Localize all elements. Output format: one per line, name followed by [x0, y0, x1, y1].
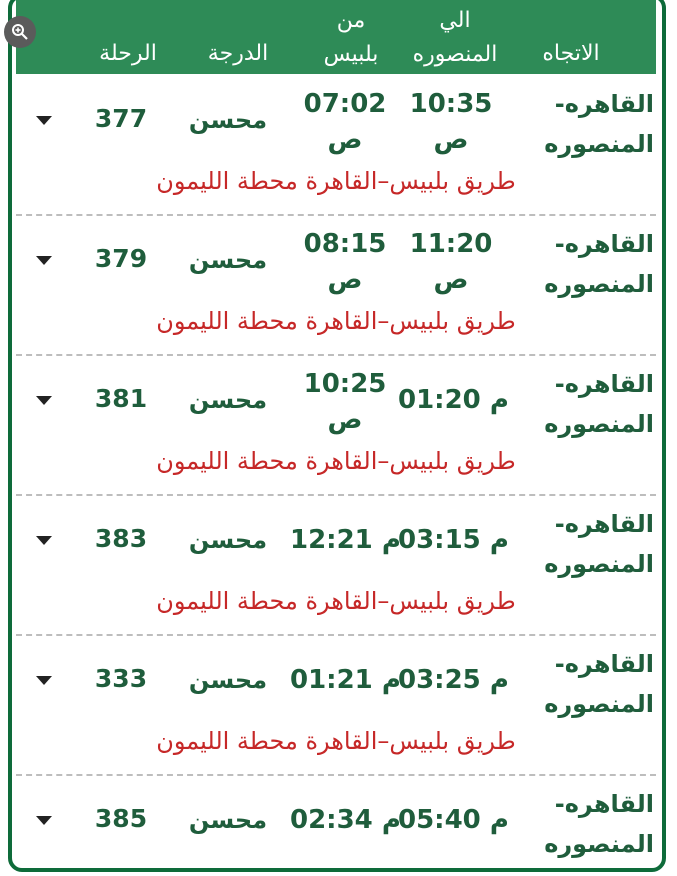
trip-row[interactable]: [16, 636, 656, 776]
arrival-time-line: ص: [433, 125, 469, 155]
trip-class: محسن: [188, 386, 268, 414]
train-number: 379: [94, 244, 148, 273]
train-number: 377: [94, 104, 148, 133]
departure-time: [290, 662, 400, 698]
arrival-time: [398, 522, 509, 558]
header-class: الدرجة: [207, 41, 269, 66]
departure-time-line: ص: [327, 405, 363, 435]
trip-direction: القاهره-المنصوره: [544, 510, 654, 578]
arrival-time: [398, 802, 509, 838]
departure-time: [290, 802, 400, 838]
chevron-down-icon[interactable]: [34, 390, 54, 410]
trip-row[interactable]: [16, 356, 656, 496]
departure-time-line: 08:15: [303, 229, 387, 259]
arrival-time-line: 03:15 م: [398, 525, 509, 555]
departure-time-line: 10:25: [303, 369, 387, 399]
departure-time-line: ص: [327, 265, 363, 295]
arrival-time-line: 05:40 م: [398, 805, 509, 835]
header-train: الرحلة: [99, 41, 157, 66]
trip-list: [16, 76, 656, 876]
header-to: [404, 4, 506, 72]
header-from-line2: بلبيس: [323, 42, 379, 67]
arrival-time: [398, 382, 509, 418]
arrival-time-line: 01:20 م: [398, 385, 509, 415]
departure-time: [290, 86, 400, 158]
arrival-time: [398, 226, 504, 298]
departure-time-line: 02:34 م: [290, 805, 401, 835]
chevron-down-icon[interactable]: [34, 810, 54, 830]
route-note: طريق بلبيس–القاهرة محطة الليمون: [156, 447, 516, 475]
trip-class: محسن: [188, 806, 268, 834]
chevron-down-icon[interactable]: [34, 530, 54, 550]
trip-class: محسن: [188, 106, 268, 134]
departure-time: [290, 522, 400, 558]
departure-time-line: 01:21 م: [290, 665, 401, 695]
trip-row[interactable]: [16, 496, 656, 636]
train-number: 383: [94, 524, 148, 553]
train-number: 385: [94, 804, 148, 833]
chevron-down-icon[interactable]: [34, 110, 54, 130]
chevron-down-icon[interactable]: [34, 670, 54, 690]
trip-direction: القاهره-المنصوره: [544, 790, 654, 858]
departure-time: [290, 226, 400, 298]
route-note: طريق بلبيس–القاهرة محطة الليمون: [156, 167, 516, 195]
route-note: طريق بلبيس–القاهرة محطة الليمون: [156, 727, 516, 755]
header-to-line1: الي: [439, 8, 471, 33]
arrival-time-line: ص: [433, 265, 469, 295]
trip-direction: القاهره-المنصوره: [544, 230, 654, 298]
trip-row[interactable]: [16, 216, 656, 356]
trip-class: محسن: [188, 526, 268, 554]
departure-time-line: 07:02: [303, 89, 387, 119]
route-note: طريق بلبيس–القاهرة محطة الليمون: [156, 307, 516, 335]
table-header: [16, 0, 656, 74]
route-note: طريق بلبيس–القاهرة محطة الليمون: [156, 587, 516, 615]
trip-row[interactable]: [16, 76, 656, 216]
trip-direction: القاهره-المنصوره: [544, 90, 654, 158]
header-direction: الاتجاه: [542, 41, 600, 66]
trip-class: محسن: [188, 666, 268, 694]
departure-time-line: 12:21 م: [290, 525, 401, 555]
header-from: [306, 4, 396, 72]
departure-time: [290, 366, 400, 438]
trip-row[interactable]: [16, 776, 656, 876]
train-number: 381: [94, 384, 148, 413]
arrival-time: [398, 662, 509, 698]
trip-direction: القاهره-المنصوره: [544, 370, 654, 438]
magnifier-plus-icon: [11, 23, 29, 41]
arrival-time: [398, 86, 504, 158]
arrival-time-line: 03:25 م: [398, 665, 509, 695]
trip-class: محسن: [188, 246, 268, 274]
zoom-in-icon[interactable]: [4, 16, 36, 48]
train-number: 333: [94, 664, 148, 693]
arrival-time-line: 10:35: [409, 89, 493, 119]
chevron-down-icon[interactable]: [34, 250, 54, 270]
departure-time-line: ص: [327, 125, 363, 155]
arrival-time-line: 11:20: [409, 229, 493, 259]
header-to-line2: المنصوره: [412, 42, 498, 67]
header-from-line1: من: [336, 8, 366, 33]
trip-direction: القاهره-المنصوره: [544, 650, 654, 718]
